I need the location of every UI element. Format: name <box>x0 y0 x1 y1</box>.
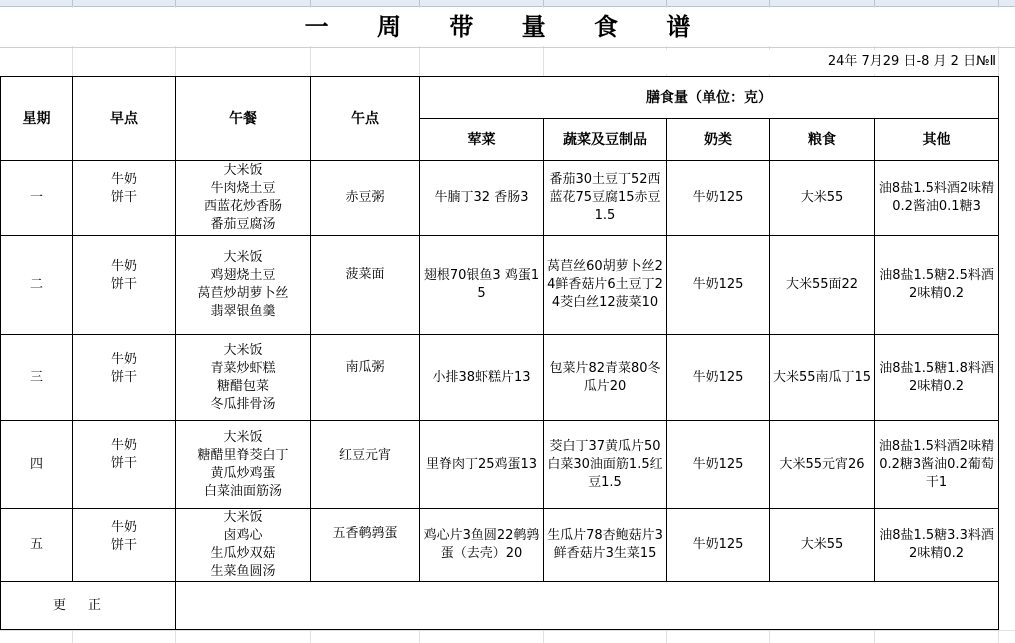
lunch-line: 生菜鱼圆汤 <box>210 564 276 579</box>
lunch-line: 大米饭 <box>223 429 263 445</box>
lunch-line: 大米饭 <box>223 342 263 358</box>
weekly-menu-table <box>0 76 999 630</box>
cell-meat[interactable]: 牛腩丁32 香肠3 <box>420 161 544 236</box>
cell-meat[interactable]: 里脊肉丁25鸡蛋13 <box>420 421 544 509</box>
lunch-line: 莴苣炒胡萝卜丝 <box>197 286 289 301</box>
header-veg[interactable]: 蔬菜及豆制品 <box>544 119 667 161</box>
header-snack[interactable]: 午点 <box>311 77 420 161</box>
breakfast-line: 饼干 <box>110 456 137 471</box>
cell-grain[interactable]: 大米55 <box>770 161 875 236</box>
cell-breakfast[interactable] <box>73 236 176 335</box>
header-grain[interactable]: 粮食 <box>770 119 875 161</box>
date-range: 24年 7月29 日-8 月 2 日№Ⅱ <box>600 50 996 74</box>
cell-veg[interactable]: 莴苣丝60胡萝卜丝24鲜香菇片6土豆丁24茭白丝12菠菜10 <box>544 236 667 335</box>
cell-lunch[interactable] <box>176 421 311 509</box>
lunch-line: 卤鸡心 <box>223 528 263 543</box>
gridline <box>0 630 1015 631</box>
cell-other[interactable]: 油8盐1.5糖3.3料酒2味精0.2 <box>875 509 999 582</box>
lunch-line: 西蓝花炒香肠 <box>203 199 282 214</box>
breakfast-line: 牛奶 <box>110 438 137 453</box>
cell-other[interactable]: 油8盐1.5料酒2味精0.2酱油0.1糖3 <box>875 161 999 236</box>
cell-meat[interactable]: 翅根70银鱼3 鸡蛋15 <box>420 236 544 335</box>
cell-breakfast[interactable] <box>73 161 176 236</box>
cell-meat[interactable]: 小排38虾糕片13 <box>420 335 544 421</box>
cell-weekday[interactable]: 四 <box>1 421 73 509</box>
cell-breakfast[interactable] <box>73 509 176 582</box>
lunch-line: 青菜炒虾糕 <box>210 360 276 376</box>
lunch-line: 牛肉烧土豆 <box>210 181 276 196</box>
header-lunch[interactable]: 午餐 <box>176 77 311 161</box>
lunch-line: 大米饭 <box>223 163 263 178</box>
cell-lunch[interactable] <box>176 161 311 236</box>
cell-snack[interactable]: 南瓜粥 <box>311 335 420 421</box>
cell-other[interactable]: 油8盐1.5糖2.5料酒2味精0.2 <box>875 236 999 335</box>
lunch-line: 鸡翅烧土豆 <box>210 268 276 283</box>
cell-lunch[interactable] <box>176 236 311 335</box>
table-row <box>1 335 999 421</box>
breakfast-line: 饼干 <box>110 277 137 292</box>
header-dairy[interactable]: 奶类 <box>667 119 770 161</box>
cell-dairy[interactable]: 牛奶125 <box>667 236 770 335</box>
table-row <box>1 582 999 630</box>
cell-weekday[interactable]: 五 <box>1 509 73 582</box>
lunch-line: 黄瓜炒鸡蛋 <box>210 465 276 481</box>
header-portion-group[interactable]: 膳食量（单位：克） <box>420 77 999 119</box>
cell-other[interactable]: 油8盐1.5糖1.8料酒2味精0.2 <box>875 335 999 421</box>
breakfast-line: 牛奶 <box>110 172 137 187</box>
table-row <box>1 161 999 236</box>
lunch-line: 糖醋包菜 <box>216 378 269 394</box>
lunch-line: 翡翠银鱼羹 <box>210 304 276 319</box>
cell-meat[interactable]: 鸡心片3鱼圆22鹌鹑蛋（去壳）20 <box>420 509 544 582</box>
breakfast-line: 牛奶 <box>110 520 137 535</box>
lunch-line: 番茄豆腐汤 <box>210 217 276 232</box>
title-divider <box>0 47 1015 48</box>
header-breakfast[interactable]: 早点 <box>73 77 176 161</box>
breakfast-line: 牛奶 <box>110 259 137 274</box>
correction-cell[interactable] <box>176 582 999 630</box>
header-other[interactable]: 其他 <box>875 119 999 161</box>
cell-snack[interactable]: 红豆元宵 <box>311 421 420 509</box>
cell-weekday[interactable]: 二 <box>1 236 73 335</box>
header-meat[interactable]: 荤菜 <box>420 119 544 161</box>
lunch-line: 大米饭 <box>223 250 263 265</box>
cell-veg[interactable]: 生瓜片78杏鲍菇片3鲜香菇片3生菜15 <box>544 509 667 582</box>
cell-veg[interactable]: 番茄30土豆丁52西蓝花75豆腐15赤豆1.5 <box>544 161 667 236</box>
lunch-line: 糖醋里脊茭白丁 <box>197 447 289 463</box>
breakfast-line: 饼干 <box>110 370 137 385</box>
cell-lunch[interactable] <box>176 509 311 582</box>
cell-veg[interactable]: 包菜片82青菜80冬瓜片20 <box>544 335 667 421</box>
page-title: 一 周 带 量 食 谱 <box>0 8 1015 46</box>
cell-lunch[interactable] <box>176 335 311 421</box>
cell-weekday[interactable]: 三 <box>1 335 73 421</box>
cell-breakfast[interactable] <box>73 421 176 509</box>
cell-snack[interactable]: 赤豆粥 <box>311 161 420 236</box>
cell-breakfast[interactable] <box>73 335 176 421</box>
cell-grain[interactable]: 大米55 <box>770 509 875 582</box>
cell-snack[interactable]: 菠菜面 <box>311 236 420 335</box>
cell-dairy[interactable]: 牛奶125 <box>667 421 770 509</box>
breakfast-line: 牛奶 <box>110 352 137 367</box>
cell-veg[interactable]: 茭白丁37黄瓜片50白菜30油面筋1.5红豆1.5 <box>544 421 667 509</box>
cell-grain[interactable]: 大米55面22 <box>770 236 875 335</box>
lunch-line: 白菜油面筋汤 <box>203 483 282 499</box>
breakfast-line: 饼干 <box>110 190 137 205</box>
table-row <box>1 509 999 582</box>
table-row <box>1 421 999 509</box>
cell-dairy[interactable]: 牛奶125 <box>667 335 770 421</box>
spreadsheet-column-header[interactable] <box>0 0 1015 7</box>
cell-snack[interactable]: 五香鹌鹑蛋 <box>311 509 420 582</box>
correction-label[interactable]: 更正 <box>1 582 176 630</box>
cell-grain[interactable]: 大米55南瓜丁15 <box>770 335 875 421</box>
cell-dairy[interactable]: 牛奶125 <box>667 509 770 582</box>
cell-dairy[interactable]: 牛奶125 <box>667 161 770 236</box>
lunch-line: 冬瓜排骨汤 <box>210 396 276 412</box>
breakfast-line: 饼干 <box>110 538 137 553</box>
table-row <box>1 236 999 335</box>
cell-other[interactable]: 油8盐1.5料酒2味精0.2糖3酱油0.2葡萄干1 <box>875 421 999 509</box>
cell-grain[interactable]: 大米55元宵26 <box>770 421 875 509</box>
header-weekday[interactable]: 星期 <box>1 77 73 161</box>
cell-weekday[interactable]: 一 <box>1 161 73 236</box>
lunch-line: 生瓜炒双菇 <box>210 546 276 561</box>
lunch-line: 大米饭 <box>223 510 263 525</box>
